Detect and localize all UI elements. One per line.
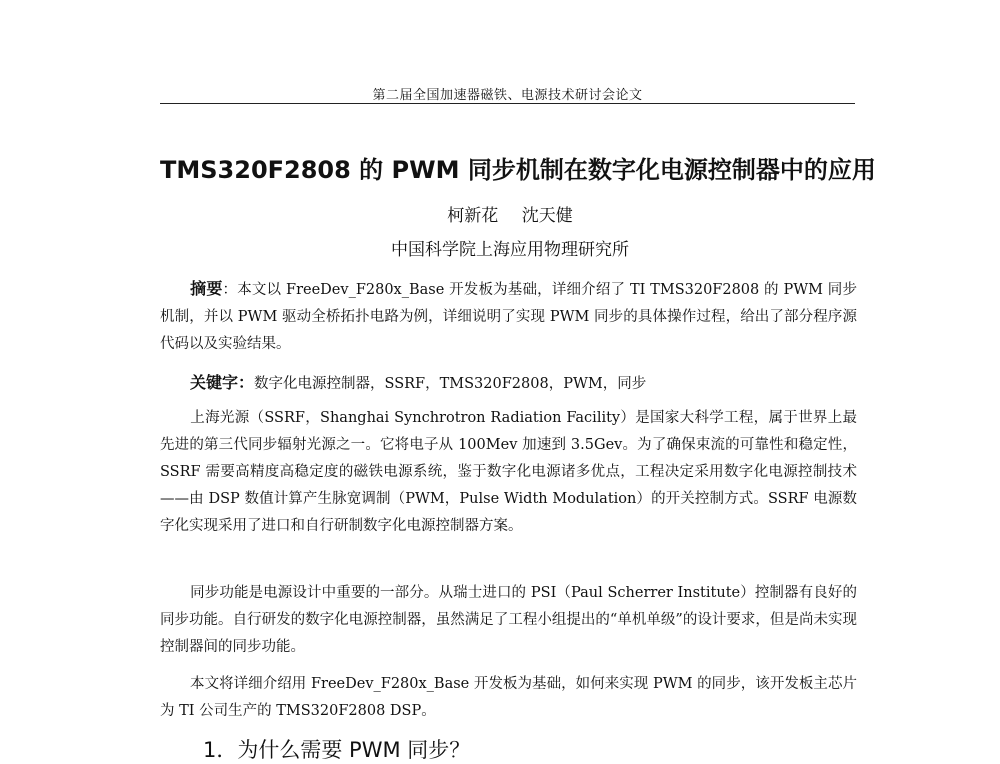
body-paragraph bbox=[160, 580, 857, 661]
body-paragraph bbox=[160, 405, 857, 540]
paper-title: TMS320F2808 的 PWM 同步机制在数字化电源控制器中的应用 bbox=[160, 156, 876, 184]
keywords bbox=[160, 369, 857, 398]
body-paragraph bbox=[160, 671, 857, 725]
keywords-text: 数字化电源控制器，SSRF，TMS320F2808，PWM，同步 bbox=[254, 376, 647, 392]
paragraph-2-text: 同步功能是电源设计中重要的一部分。从瑞士进口的 PSI（Paul Scherrer Institute）控制器有良好的同步功能。自行研发的数字化电源控制器，虽然满足了工程小组提出的“单机单级”的设计要求，但是尚未实现控制器间的同步功能。 bbox=[160, 585, 857, 655]
header-rule bbox=[160, 103, 855, 104]
paper-authors: 柯新花 沈天健 bbox=[447, 206, 573, 226]
abstract-text: ：本文以 FreeDev_F280x_Base 开发板为基础，详细介绍了 TI TMS320F2808 的 PWM 同步机制，并以 PWM 驱动全桥拓扑电路为例，详细说明了实现 PWM 同步的具体操作过程，给出了部分程序源代码以及实验结果。 bbox=[160, 282, 857, 352]
keywords-label: 关键字： bbox=[190, 373, 255, 392]
section-heading: 1．为什么需要 PWM 同步？ bbox=[203, 738, 471, 762]
running-header: 第二届全国加速器磁铁、电源技术研讨会论文 bbox=[372, 88, 643, 103]
abstract bbox=[160, 275, 857, 358]
abstract-label: 摘要 bbox=[190, 279, 223, 298]
paper-affiliation: 中国科学院上海应用物理研究所 bbox=[391, 240, 629, 260]
paragraph-1-text: 上海光源（SSRF，Shanghai Synchrotron Radiation Facility）是国家大科学工程，属于世界上最先进的第三代同步辐射光源之一。它将电子从 100Mev 加速到 3.5Gev。为了确保束流的可靠性和稳定性，SSRF 需要高精度高稳定度的磁铁电源系统，鉴于数字化电源诸多优点，工程决定采用数字化电源控制技术——由 DSP 数值计算产生脉宽调制（PWM，Pulse Width Modulation）的开关控制方式。SSRF 电源数字化实现采用了进口和自行研制数字化电源控制器方案。 bbox=[160, 410, 857, 534]
paragraph-3-text: 本文将详细介绍用 FreeDev_F280x_Base 开发板为基础，如何来实现 PWM 的同步，该开发板主芯片为 TI 公司生产的 TMS320F2808 DSP。 bbox=[160, 676, 857, 719]
